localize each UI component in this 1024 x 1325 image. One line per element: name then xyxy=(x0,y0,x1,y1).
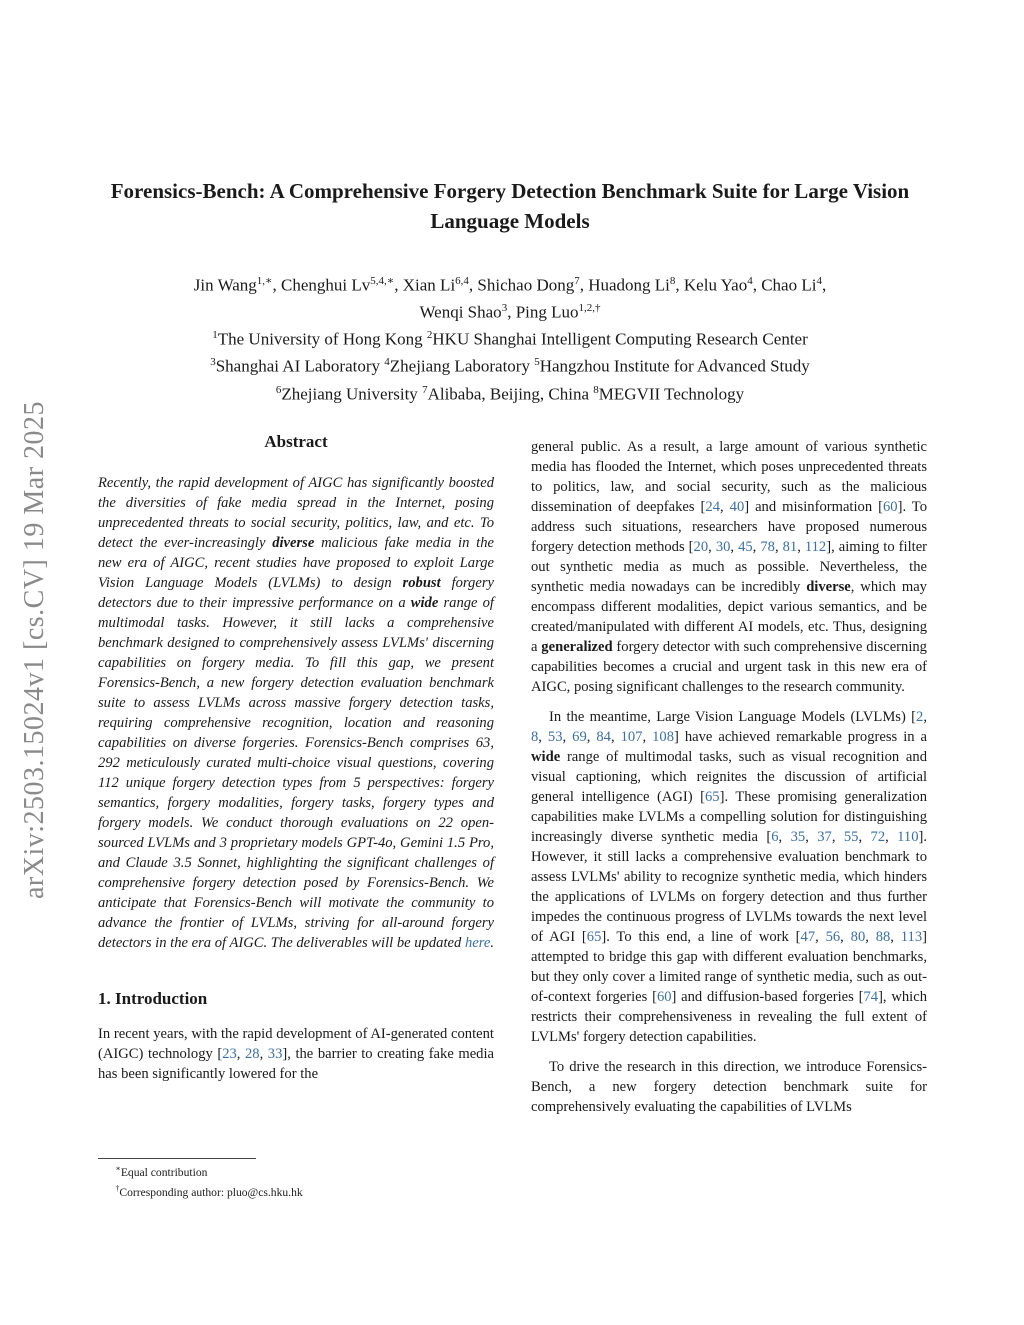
deliverables-link[interactable]: here xyxy=(464,935,491,951)
citation-link[interactable]: 37 xyxy=(817,829,832,845)
citation-link[interactable]: 20 xyxy=(693,539,709,555)
affiliation-line-1: $^1$The University of Hong Kong $^2$HKU Shanghai Intelligent Computing Research Center xyxy=(212,329,808,349)
intro-paragraph-2: In the meantime, Large Vision Language Models (LVLMs) [2, 8, 53, 69, 84, 107, 108] have achieved remarkable progress in a wide range of multimodal tasks, such as visual recognition and visual captioning, which reignites the discussion of artificial general intelligence (AGI) [65]. These promising generalization capabilities make LVLMs a compelling solution for distinguishing increasingly diverse synthetic media [6, 35, 37, 55, 72, 110]. However, it still lacks a comprehensive evaluation benchmark to assess LVLMs' ability to recognize synthetic media, which hinders the applications of LVLMs on forgery detection and thus further impedes the continuous progress of LVLMs towards the next level of AGI [65]. To this end, a line of work [47, 56, 80, 88, 113] attempted to bridge this gap with different evaluation benchmarks, but they only cover a limited range of synthetic media, such as out-of-context forgeries [60] and diffusion-based forgeries [74], which restricts their comprehensiveness in revealing the full extent of LVLMs' forgery detection capabilities. xyxy=(531,709,928,1045)
citation-link[interactable]: 69 xyxy=(572,729,587,745)
citation-link[interactable]: 88 xyxy=(875,929,891,945)
author-list: Jin Wang$^{1,∗}$, Chenghui $Lv^{5,4,∗}$, Xian Li$^{6,4}$, Shichao Dong$^7$, Huadong Li$^8$, Kelu Yao$^4$, Chao Li$^4$, Wenqi Shao$^3$, Ping Luo$^{1,2,\dagger}$ xyxy=(193,275,827,322)
left-column xyxy=(98,432,494,1084)
intro-paragraph-1: In recent years, with the rapid development of AI-generated content (AIGC) technology [23, 28, 33], the barrier to creating fake media has been significantly lowered for the xyxy=(98,1026,495,1082)
arxiv-sidebar-stamp xyxy=(10,350,60,950)
citation-link[interactable]: 33 xyxy=(267,1046,283,1062)
arxiv-identifier: arXiv:2503.15024v1 [cs.CV] 19 Mar 2025 xyxy=(19,400,50,900)
citation-link[interactable]: 23 xyxy=(222,1046,237,1062)
citation-link[interactable]: 74 xyxy=(863,989,879,1005)
citation-link[interactable]: 24 xyxy=(705,499,720,515)
citation-link[interactable]: 84 xyxy=(596,729,611,745)
citation-link[interactable]: 40 xyxy=(729,499,745,515)
affiliation-line-3: $^6$Zhejiang University $^7$Alibaba, Beijing, China $^8$MEGVII Technology xyxy=(275,383,745,404)
citation-link[interactable]: 80 xyxy=(850,929,866,945)
footnote-equal-contribution: ∗Equal contribution xyxy=(115,1164,208,1179)
paper-title: Forensics-Bench: A Comprehensive Forgery Detection Benchmark Suite for Large Vision Language Models xyxy=(110,179,910,233)
citation-link[interactable]: 65 xyxy=(705,789,720,805)
citation-link[interactable]: 53 xyxy=(547,729,563,745)
citation-link[interactable]: 110 xyxy=(897,829,919,845)
citation-link[interactable]: 35 xyxy=(790,829,806,845)
section-heading-introduction: 1. Introduction xyxy=(98,989,208,1008)
citation-link[interactable]: 45 xyxy=(738,539,753,555)
citation-link[interactable]: 30 xyxy=(715,539,731,555)
footnote-rule xyxy=(98,1158,256,1159)
intro-paragraph-3: To drive the research in this direction, we introduce Forensics-Bench, a new forgery detection benchmark suite for comprehensively evaluating the capabilities of LVLMs xyxy=(531,1059,927,1115)
citation-link[interactable]: 60 xyxy=(656,989,672,1005)
citation-link[interactable]: 56 xyxy=(825,929,841,945)
footnotes xyxy=(98,1161,478,1201)
right-column xyxy=(531,437,927,1117)
author-block xyxy=(110,270,910,406)
citation-link[interactable]: 8 xyxy=(531,729,539,745)
citation-link[interactable]: 72 xyxy=(870,829,886,845)
affiliation-line-2: $^3$Shanghai AI Laboratory $^4$Zhejiang Laboratory $^5$Hangzhou Institute for Advanced Study xyxy=(210,356,810,377)
citation-link[interactable]: 78 xyxy=(760,539,775,555)
citation-link[interactable]: 81 xyxy=(782,539,798,555)
intro-paragraph-1-continued: general public. As a result, a large amount of various synthetic media has flooded the Internet, which poses unprecedented threats to politics, law, and social security, such as the malicious dissemination of deepfakes [24, 40] and misinformation [60]. To address such situations, researchers have proposed numerous forgery detection methods [20, 30, 45, 78, 81, 112], aiming to filter out synthetic media as much as possible. Nevertheless, the synthetic media nowadays can be incredibly diverse, which may encompass different modalities, depict various semantics, and be created/manipulated with different AI models, etc. Thus, designing a generalized forgery detector with such comprehensive discerning capabilities becomes a crucial and urgent task in this new era of AIGC, posing significant challenges to the research community. xyxy=(531,439,928,695)
citation-link[interactable]: 112 xyxy=(804,539,827,555)
citation-link[interactable]: 55 xyxy=(843,829,859,845)
abstract-heading: Abstract xyxy=(264,432,328,451)
citation-link[interactable]: 47 xyxy=(800,929,816,945)
citation-link[interactable]: 113 xyxy=(900,929,923,945)
citation-link[interactable]: 108 xyxy=(652,729,674,745)
abstract-text: Recently, the rapid development of AIGC has significantly boosted the diversities of fake media spread in the Internet, posing unprecedented threats to social security, politics, law, and etc. To detect the ever-increasingly diverse malicious fake media in the new era of AIGC, recent studies have proposed to exploit Large Vision Language Models (LVLMs) to design robust forgery detectors due to their impressive performance on a wide range of multimodal tasks. However, it still lacks a comprehensive benchmark designed to comprehensively assess LVLMs' discerning capabilities on forgery media. To fill this gap, we present Forensics-Bench, a new forgery detection evaluation benchmark suite to assess LVLMs across massive forgery detection tasks, requiring comprehensive recognition, location and reasoning capabilities on diverse forgeries. Forensics-Bench comprises 63, 292 meticulously curated multi-choice visual questions, covering 112 unique forgery detection types from 5 perspectives: forgery semantics, forgery modalities, forgery tasks, forgery types and forgery models. We conduct thorough evaluations on 22 open-sourced LVLMs and 3 proprietary models GPT-4o, Gemini 1.5 Pro, and Claude 3.5 Sonnet, highlighting the significant challenges of comprehensive forgery detection posed by Forensics-Bench. We anticipate that Forensics-Bench will motivate the community to advance the frontier of LVLMs, striving for all-around forgery detectors in the era of AIGC. The deliverables will be updated here. xyxy=(98,475,494,951)
citation-link[interactable]: 2 xyxy=(916,709,924,725)
footnote-corresponding-author: †Corresponding author: pluo@cs.hku.hk xyxy=(115,1183,303,1199)
citation-link[interactable]: 65 xyxy=(586,929,602,945)
citation-link[interactable]: 28 xyxy=(245,1046,260,1062)
citation-link[interactable]: 6 xyxy=(771,829,779,845)
citation-link[interactable]: 107 xyxy=(620,729,643,745)
citation-link[interactable]: 60 xyxy=(882,499,898,515)
